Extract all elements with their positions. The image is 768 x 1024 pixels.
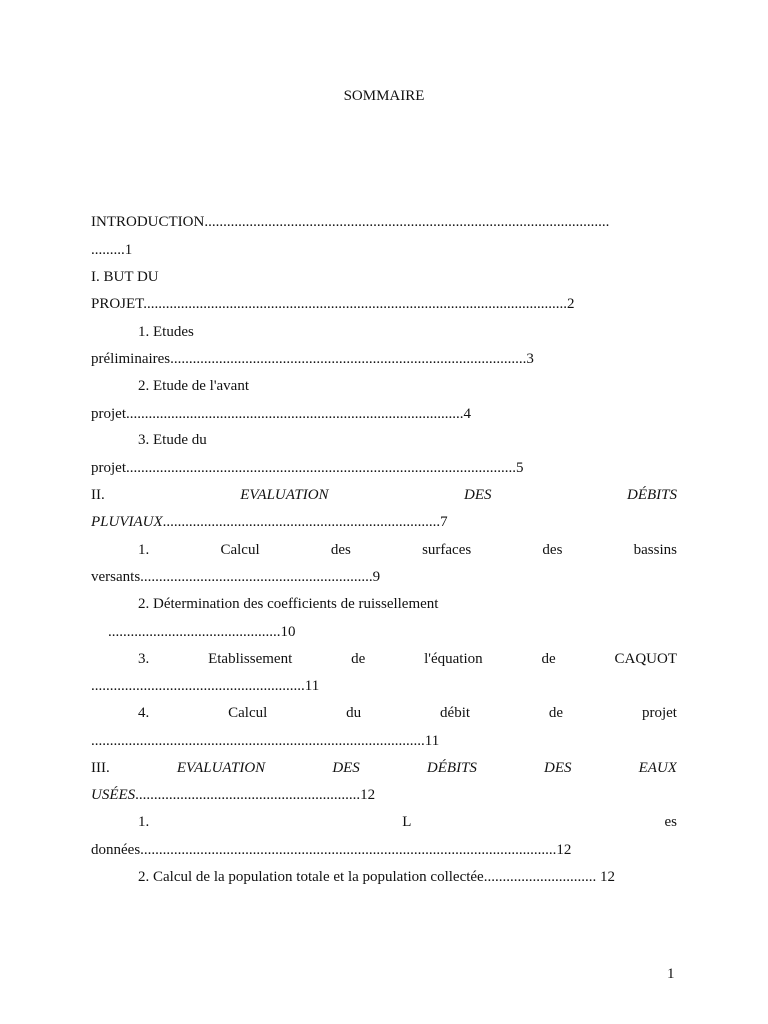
toc-word: 3. <box>138 651 150 667</box>
toc-number: II. <box>91 487 105 503</box>
toc-number: III. <box>91 760 110 776</box>
toc-entry-introduction-page: .........1 <box>91 242 133 258</box>
toc-entry-donnees-page: données...............................................................................................................12 <box>91 842 572 858</box>
toc-entry-avant-projet-page: projet..........................................................................................4 <box>91 406 471 422</box>
toc-entry-etudes: 1. Etudes <box>138 324 194 340</box>
toc-word: PLUVIAUX <box>91 514 163 530</box>
toc-entry-versants-page: versants..............................................................9 <box>91 569 381 585</box>
toc-entry-eaux-usees-page <box>91 785 677 805</box>
toc-entry-debits-pluviaux-page <box>91 512 677 532</box>
toc-leader: ............................................................12 <box>135 787 376 803</box>
toc-word: Calcul <box>228 705 268 721</box>
toc-word: DÉBITS <box>627 487 677 503</box>
toc-entry-projet-page: PROJET.................................................................................................................2 <box>91 296 575 312</box>
toc-word: des <box>330 542 351 558</box>
toc-word: de <box>548 705 564 721</box>
toc-word: es <box>664 814 677 830</box>
toc-word: Etablissement <box>208 651 293 667</box>
toc-entry-introduction: INTRODUCTION............................................................................................................ <box>91 214 610 230</box>
toc-word: DES <box>332 760 360 776</box>
toc-word: de <box>351 651 366 667</box>
toc-word: EVALUATION <box>240 487 329 503</box>
page-number: 1 <box>667 966 675 982</box>
toc-word: 4. <box>138 705 150 721</box>
toc-word: l'équation <box>424 651 483 667</box>
toc-word: 1. <box>138 814 150 830</box>
toc-entry-eaux-usees <box>91 758 677 778</box>
toc-word: Calcul <box>220 542 260 558</box>
toc-entry-etude-du-projet: 3. Etude du <box>138 432 207 448</box>
toc-entry-population: 2. Calcul de la population totale et la population collectée.............................. 12 <box>138 869 615 885</box>
toc-word: bassins <box>633 542 677 558</box>
toc-word: des <box>542 542 563 558</box>
toc-entry-preliminaires-page: préliminaires...............................................................................................3 <box>91 351 534 367</box>
toc-entry-equation-caquot-page: .........................................................11 <box>91 678 320 694</box>
toc-word: DÉBITS <box>426 760 477 776</box>
toc-entry-debits-pluviaux <box>91 485 677 505</box>
toc-word: de <box>541 651 556 667</box>
toc-leader: ..........................................................................7 <box>162 514 448 530</box>
toc-entry-coefficients-ruissellement: 2. Détermination des coefficients de ruissellement <box>138 596 439 612</box>
toc-word: USÉES <box>91 787 136 803</box>
toc-word: DES <box>544 760 572 776</box>
toc-entry-les-donnees <box>138 812 677 832</box>
toc-word: EAUX <box>638 760 677 776</box>
toc-word: EVALUATION <box>176 760 266 776</box>
toc-entry-avant-projet: 2. Etude de l'avant <box>138 378 249 394</box>
document-title: SOMMAIRE <box>343 88 425 104</box>
toc-entry-debit-projet-page: .........................................................................................11 <box>91 733 440 749</box>
toc-entry-debit-projet <box>138 703 677 723</box>
toc-entry-coefficients-page: ..............................................10 <box>108 624 296 640</box>
toc-entry-but-du-projet: I. BUT DU <box>91 269 159 285</box>
toc-word: CAQUOT <box>614 651 677 667</box>
toc-entry-surfaces-bassins <box>138 540 677 560</box>
toc-word: DES <box>464 487 492 503</box>
toc-word: du <box>346 705 362 721</box>
toc-word: 1. <box>138 542 150 558</box>
toc-word: débit <box>440 705 471 721</box>
toc-word: surfaces <box>422 542 472 558</box>
toc-entry-etude-du-projet-page: projet........................................................................................................5 <box>91 460 524 476</box>
toc-entry-equation-caquot <box>138 649 677 669</box>
toc-word: L <box>402 814 412 830</box>
toc-word: projet <box>641 705 677 721</box>
